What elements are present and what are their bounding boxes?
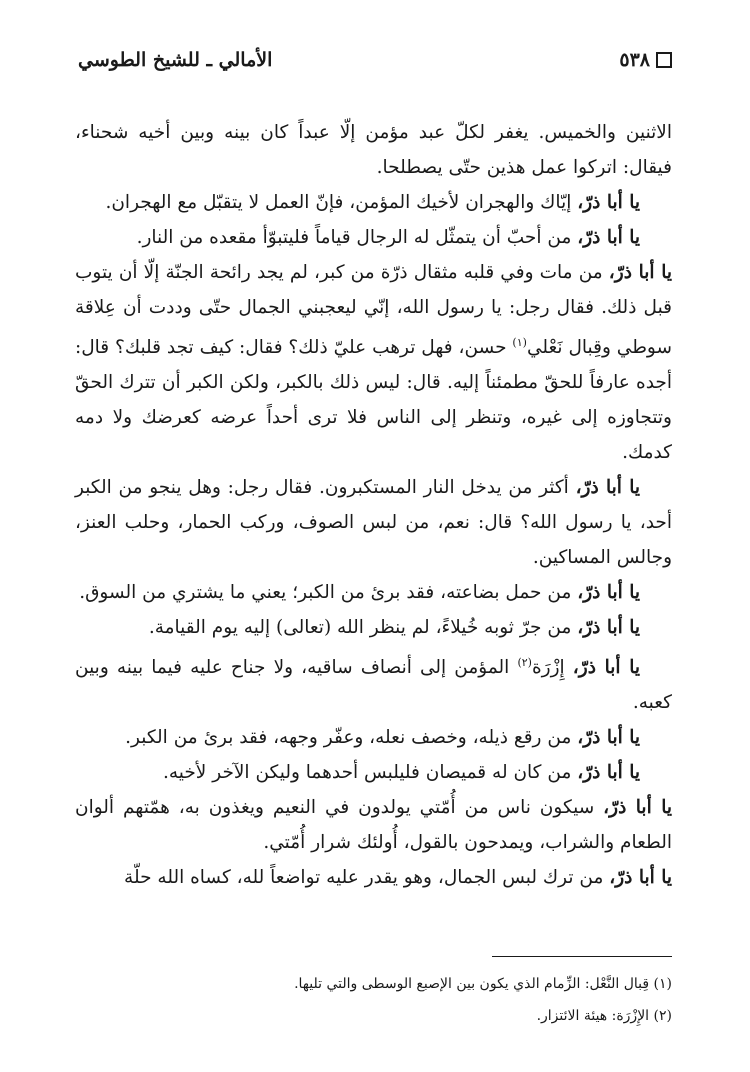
paragraph: يا أبا ذرّ، من مات وفي قلبه مثقال ذرّة من كبر، لم يجد رائحة الجنّة إلّا أن يتوب قبل ذلك. فقال رجل: يا رسول الله، إنّي ليعجبني الجمال حتّى وددت أن عِلاقة سوطي وقِبال نَعْلي$^{(١)}$ حسن، فهل ترهب عليّ ذلك؟ فقال: كيف تجد قلبك؟ قال: أجده عارفاً للحقّ مطمئناً إليه. قال: ليس ذلك بالكبر، ولكن الكبر أن تترك الحقّ وتتجاوزه إلى غيره، وتنظر إلى الناس فلا ترى أحداً عرضه كعرضك ولا دمه كدمك. [75,262,672,464]
footnote-ref: (٢) [517,656,532,670]
paragraph: الاثنين والخميس. يغفر لكلّ عبد مؤمن إلّا عبداً كان بينه وبين أخيه شحناء، فيقال: اتركوا عمل هذين حتّى يصطلحا. [75,122,672,178]
paragraph: يا أبا ذرّ، من رقع ذيله، وخصف نعله، وعفّر وجهه، فقد برئ من الكبر. [125,727,640,749]
body-text [75,115,672,895]
paragraph: يا أبا ذرّ، سيكون ناس من أُمّتي يولدون في النعيم ويغذون به، همّتهم ألوان الطعام والشراب، ويمدحون بالقول، أُولئك شرار أُمّتي. [75,797,672,854]
paragraph: يا أبا ذرّ، إيّاك والهجران لأخيك المؤمن، فإنّ العمل لا يتقبّل مع الهجران. [105,192,640,213]
paragraph: يا أبا ذرّ، من جرّ ثوبه خُيلاءً، لم ينظر الله (تعالى) إليه يوم القيامة. [148,617,640,639]
paragraph: يا أبا ذرّ، من كان له قميصان فليلبس أحدهما وليكن الآخر لأخيه. [162,762,640,784]
paragraph: يا أبا ذرّ، إِزْرَة$^{(٢)}$ المؤمن إلى أنصاف ساقيه، ولا جناح عليه فيما بينه وبين كعبه. [75,656,672,714]
footnote-divider [492,956,672,957]
footnotes [78,968,672,1032]
paragraph: يا أبا ذرّ، من أحبّ أن يتمثّل له الرجال قياماً فليتبوّأ مقعده من النار. [136,227,640,248]
page-number [619,49,672,71]
square-marker-icon [656,52,672,68]
footnote: (٢) الإِزْرَة: هيئة الائتزار. [536,1008,672,1024]
footnote: (١) قِبال النَّعْل: الزِّمام الذي يكون بين الإصبع الوسطى والتي تليها. [294,976,672,992]
paragraph: يا أبا ذرّ، من حمل بضاعته، فقد برئ من الكبر؛ يعني ما يشتري من السوق. [79,582,640,604]
running-title: الأمالي ـ للشيخ الطوسي [78,49,273,71]
paragraph: يا أبا ذرّ، من ترك لبس الجمال، وهو يقدر عليه تواضعاً لله، كساه الله حلّة [124,867,672,889]
page-header [78,40,672,80]
page-number-text: ٥٣٨ [619,49,650,71]
paragraph: يا أبا ذرّ، أكثر من يدخل النار المستكبرون. فقال رجل: وهل ينجو من الكبر أحد، يا رسول الله؟ قال: نعم، من لبس الصوف، وركب الحمار، وحلب العنز، وجالس المساكين. [75,477,672,569]
footnote-ref: (١) [512,336,527,349]
